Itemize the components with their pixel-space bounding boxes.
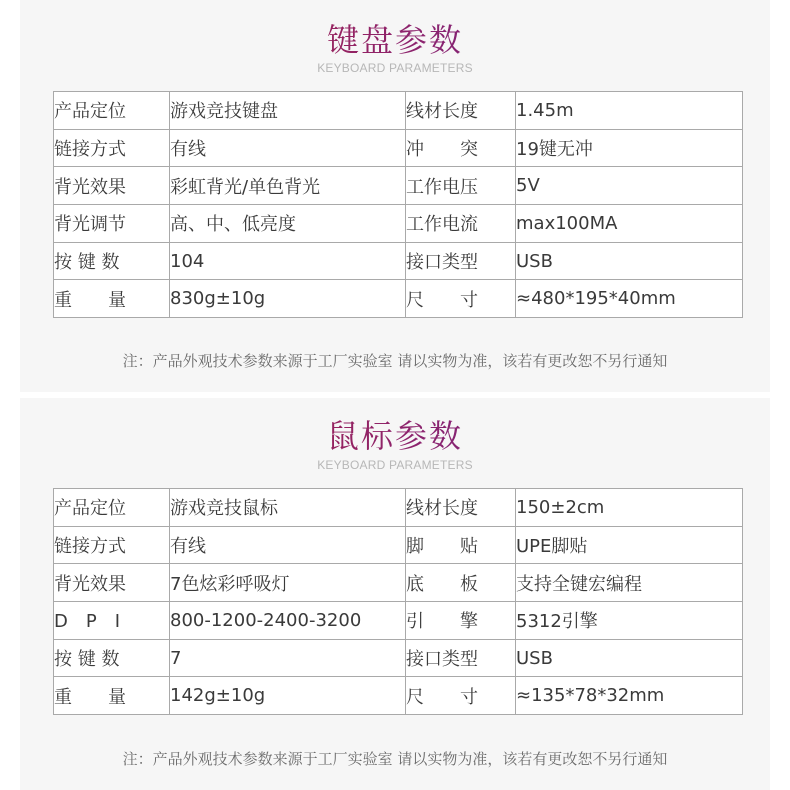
spec-label: 引 擎 [406, 602, 516, 640]
spec-label: 线材长度 [406, 489, 516, 527]
spec-value: 1.45m [516, 92, 743, 130]
table-row [54, 564, 743, 602]
spec-value: max100MA [516, 205, 743, 243]
spec-value: 游戏竞技键盘 [170, 92, 406, 130]
spec-label: 重 量 [54, 677, 170, 715]
table-row [54, 92, 743, 130]
spec-label: 冲 突 [406, 129, 516, 167]
table-row [54, 602, 743, 640]
spec-value: 支持全键宏编程 [516, 564, 743, 602]
spec-value: 19键无冲 [516, 129, 743, 167]
keyboard-params-section [20, 0, 770, 392]
spec-label: 工作电流 [406, 205, 516, 243]
keyboard-disclaimer-note: 注：产品外观技术参数来源于工厂实验室 请以实物为准，该若有更改恕不另行通知 [122, 352, 668, 370]
spec-label: 链接方式 [54, 526, 170, 564]
table-row [54, 489, 743, 527]
spec-label: 线材长度 [406, 92, 516, 130]
spec-label: 底 板 [406, 564, 516, 602]
spec-label: 按 键 数 [54, 639, 170, 677]
mouse-title: 鼠标参数 [20, 416, 770, 456]
spec-label: 按 键 数 [54, 242, 170, 280]
spec-label: 背光调节 [54, 205, 170, 243]
spec-value: 5312引擎 [516, 602, 743, 640]
table-row [54, 526, 743, 564]
table-row [54, 639, 743, 677]
spec-label: 重 量 [54, 280, 170, 318]
spec-label: 产品定位 [54, 92, 170, 130]
table-row [54, 677, 743, 715]
keyboard-spec-table [53, 91, 743, 318]
spec-label: 接口类型 [406, 639, 516, 677]
spec-value: 5V [516, 167, 743, 205]
spec-value: 有线 [170, 129, 406, 167]
spec-value: 104 [170, 242, 406, 280]
spec-label: 接口类型 [406, 242, 516, 280]
table-row [54, 129, 743, 167]
table-row [54, 280, 743, 318]
table-row [54, 242, 743, 280]
spec-value: 游戏竞技鼠标 [170, 489, 406, 527]
spec-value: USB [516, 242, 743, 280]
spec-value: 7 [170, 639, 406, 677]
spec-label: 产品定位 [54, 489, 170, 527]
spec-label: 尺 寸 [406, 677, 516, 715]
mouse-subtitle: KEYBOARD PARAMETERS [317, 458, 473, 472]
mouse-params-section [20, 398, 770, 790]
mouse-disclaimer-note: 注：产品外观技术参数来源于工厂实验室 请以实物为准，该若有更改恕不另行通知 [122, 750, 668, 768]
spec-value: 800-1200-2400-3200 [170, 602, 406, 640]
spec-value: 150±2cm [516, 489, 743, 527]
spec-label: 脚 贴 [406, 526, 516, 564]
spec-label: 背光效果 [54, 564, 170, 602]
table-row [54, 205, 743, 243]
spec-label: 背光效果 [54, 167, 170, 205]
mouse-spec-table [53, 488, 743, 715]
spec-value: 7色炫彩呼吸灯 [170, 564, 406, 602]
spec-value: ≈135*78*32mm [516, 677, 743, 715]
spec-label: 尺 寸 [406, 280, 516, 318]
spec-label: 链接方式 [54, 129, 170, 167]
spec-value: ≈480*195*40mm [516, 280, 743, 318]
spec-value: 高、中、低亮度 [170, 205, 406, 243]
spec-value: 有线 [170, 526, 406, 564]
spec-label: D P I [54, 602, 170, 640]
keyboard-subtitle: KEYBOARD PARAMETERS [317, 61, 473, 75]
spec-value: 142g±10g [170, 677, 406, 715]
spec-value: 830g±10g [170, 280, 406, 318]
keyboard-title: 键盘参数 [20, 20, 770, 60]
spec-value: UPE脚贴 [516, 526, 743, 564]
spec-value: 彩虹背光/单色背光 [170, 167, 406, 205]
table-row [54, 167, 743, 205]
spec-label: 工作电压 [406, 167, 516, 205]
spec-value: USB [516, 639, 743, 677]
